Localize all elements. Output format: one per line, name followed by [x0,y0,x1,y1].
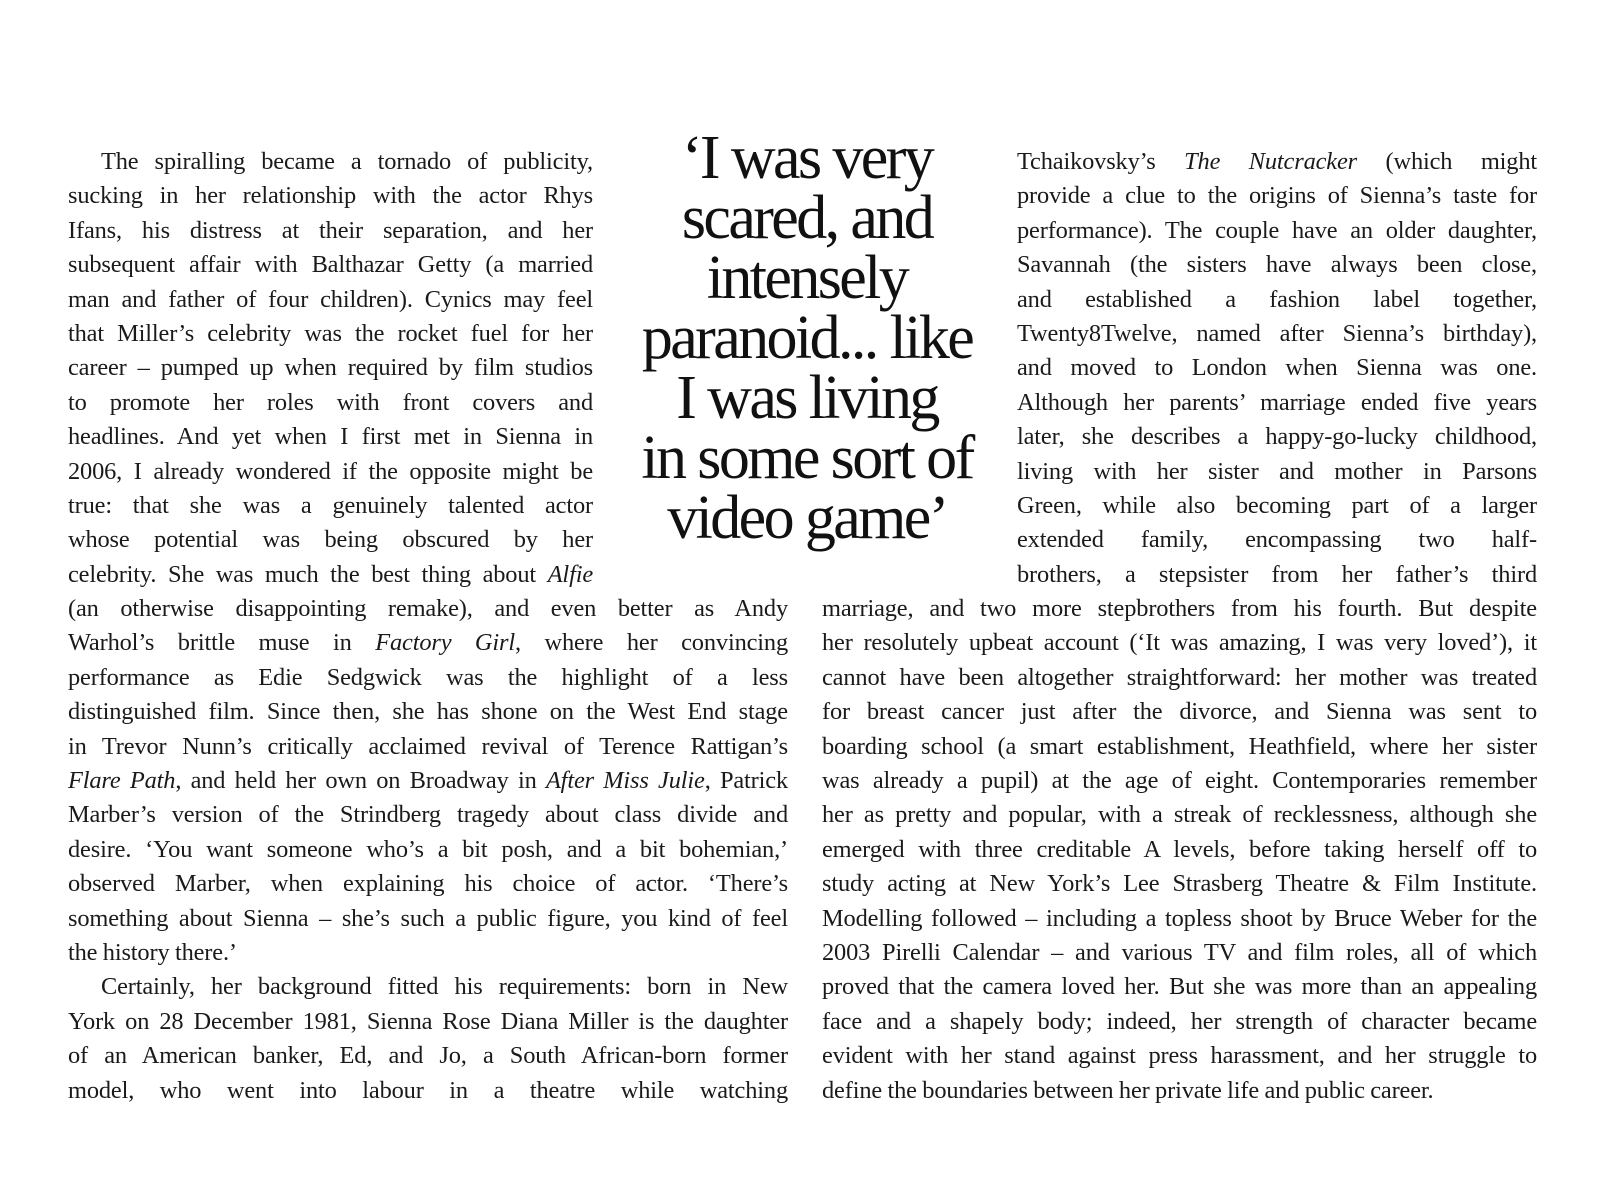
text-line: to promote her roles with front covers and [68,388,593,416]
text-line: face and a shapely body; indeed, her strength of character became [822,1007,1537,1035]
text-line: York on 28 December 1981, Sienna Rose Diana Miller is the daughter [68,1007,788,1035]
text-line: whose potential was being obscured by her [68,526,593,554]
text-line: and established a fashion label together, [1017,285,1537,313]
text-line: Modelling followed – including a topless shoot by Bruce Weber for the [822,904,1537,932]
text-line: was already a pupil) at the age of eight. Contemporaries remember [822,767,1537,795]
text-line: extended family, encompassing two half- [1017,526,1537,554]
text-line: and moved to London when Sienna was one. [1017,354,1537,382]
text-line: boarding school (a smart establishment, Heathfield, where her sister [822,732,1537,760]
text-line: Marber’s version of the Strindberg tragedy about class divide and [68,801,788,829]
text-run: , where her convincing [515,629,789,657]
film-title: Factory Girl [375,629,515,657]
pull-quote [618,124,996,552]
text-line: emerged with three creditable A levels, before taking herself off to [822,835,1537,863]
text-line: Certainly, her background fitted his requirements: born in New [101,973,788,1001]
text-line: desire. ‘You want someone who’s a bit posh, and a bit bohemian,’ [68,835,788,863]
text-line: observed Marber, when explaining his choice of actor. ‘There’s [68,870,788,898]
text-line [68,558,593,592]
pull-quote-line: ‘I was very [681,124,933,192]
text-line: Green, while also becoming part of a larger [1017,492,1537,520]
article-column-right-bottom [822,592,1537,1108]
text-line: study acting at New York’s Lee Strasberg Theatre & Film Institute. [822,870,1537,898]
text-line: performance as Edie Sedgwick was the highlight of a less [68,663,788,691]
text-line [68,626,788,660]
pull-quote-line: I was living [676,364,938,432]
text-line [68,764,788,798]
text-line: her as pretty and popular, with a streak of recklessness, although she [822,801,1537,829]
text-line: subsequent affair with Balthazar Getty (a married [68,251,593,279]
text-line: provide a clue to the origins of Sienna’s taste for [1017,182,1537,210]
pull-quote-line: paranoid... like [641,304,973,372]
text-line: proved that the camera loved her. But she was more than an appealing [822,973,1537,1001]
text-line: her resolutely upbeat account (‘It was amazing, I was very loved’), it [822,629,1537,657]
text-line: that Miller’s celebrity was the rocket fuel for her [68,320,593,348]
text-line: Although her parents’ marriage ended five years [1017,388,1537,416]
text-line: brothers, a stepsister from her father’s third [1017,560,1537,588]
text-line: distinguished film. Since then, she has shone on the West End stage [68,698,788,726]
text-line: career – pumped up when required by film studios [68,354,593,382]
text-line: true: that she was a genuinely talented actor [68,492,593,520]
text-run: Tchaikovsky’s [1017,148,1185,175]
text-line: in Trevor Nunn’s critically acclaimed revival of Terence Rattigan’s [68,732,788,760]
pull-quote-line: scared, and [681,184,933,252]
ballet-title: The Nutcracker [1184,148,1357,175]
text-line: evident with her stand against press harassment, and her struggle to [822,1042,1537,1070]
text-line: the history there.’ [68,939,237,967]
article-column-left-bottom [68,592,788,1108]
pull-quote-line: intensely [706,244,908,312]
text-line: something about Sienna – she’s such a public figure, you kind of feel [68,904,788,932]
text-run: Warhol’s brittle muse in [68,629,376,657]
text-line: model, who went into labour in a theatre while watching [68,1076,788,1104]
article-column-left-top [68,145,593,592]
text-line [1017,145,1537,179]
text-run: celebrity. She was much the best thing about [68,560,548,588]
text-line: sucking in her relationship with the actor Rhys [68,182,593,210]
text-line: Twenty8Twelve, named after Sienna’s birthday), [1017,320,1537,348]
pull-quote-line: video game’ [667,484,947,552]
film-title: Alfie [547,560,593,588]
text-line: marriage, and two more stepbrothers from his fourth. But despite [822,595,1537,622]
text-run: , and held her own on Broadway in [175,767,546,795]
text-line: The spiralling became a tornado of publicity, [101,148,593,175]
text-line: of an American banker, Ed, and Jo, a South African-born former [68,1042,788,1070]
text-line: living with her sister and mother in Parsons [1017,457,1537,485]
text-line: (an otherwise disappointing remake), and even better as Andy [68,595,788,622]
text-line: define the boundaries between her private life and public career. [822,1076,1434,1104]
play-title: After Miss Julie [545,767,705,795]
play-title: Flare Path [68,767,176,795]
pull-quote-line: in some sort of [641,424,973,492]
text-line: man and father of four children). Cynics may feel [68,285,593,313]
text-run: , Patrick [704,767,788,795]
text-line: headlines. And yet when I first met in Sienna in [68,423,593,451]
text-line: 2006, I already wondered if the opposite might be [68,457,593,485]
text-line: 2003 Pirelli Calendar – and various TV and film roles, all of which [822,939,1537,967]
text-line: Ifans, his distress at their separation, and her [68,216,593,244]
text-line: for breast cancer just after the divorce, and Sienna was sent to [822,698,1537,726]
text-line: Savannah (the sisters have always been close, [1017,251,1537,279]
text-line: later, she describes a happy-go-lucky childhood, [1017,423,1537,451]
article-column-right-top [1017,145,1537,592]
text-run: (which might [1357,148,1538,175]
text-line: cannot have been altogether straightforward: her mother was treated [822,663,1537,691]
text-line: performance). The couple have an older daughter, [1017,216,1537,244]
